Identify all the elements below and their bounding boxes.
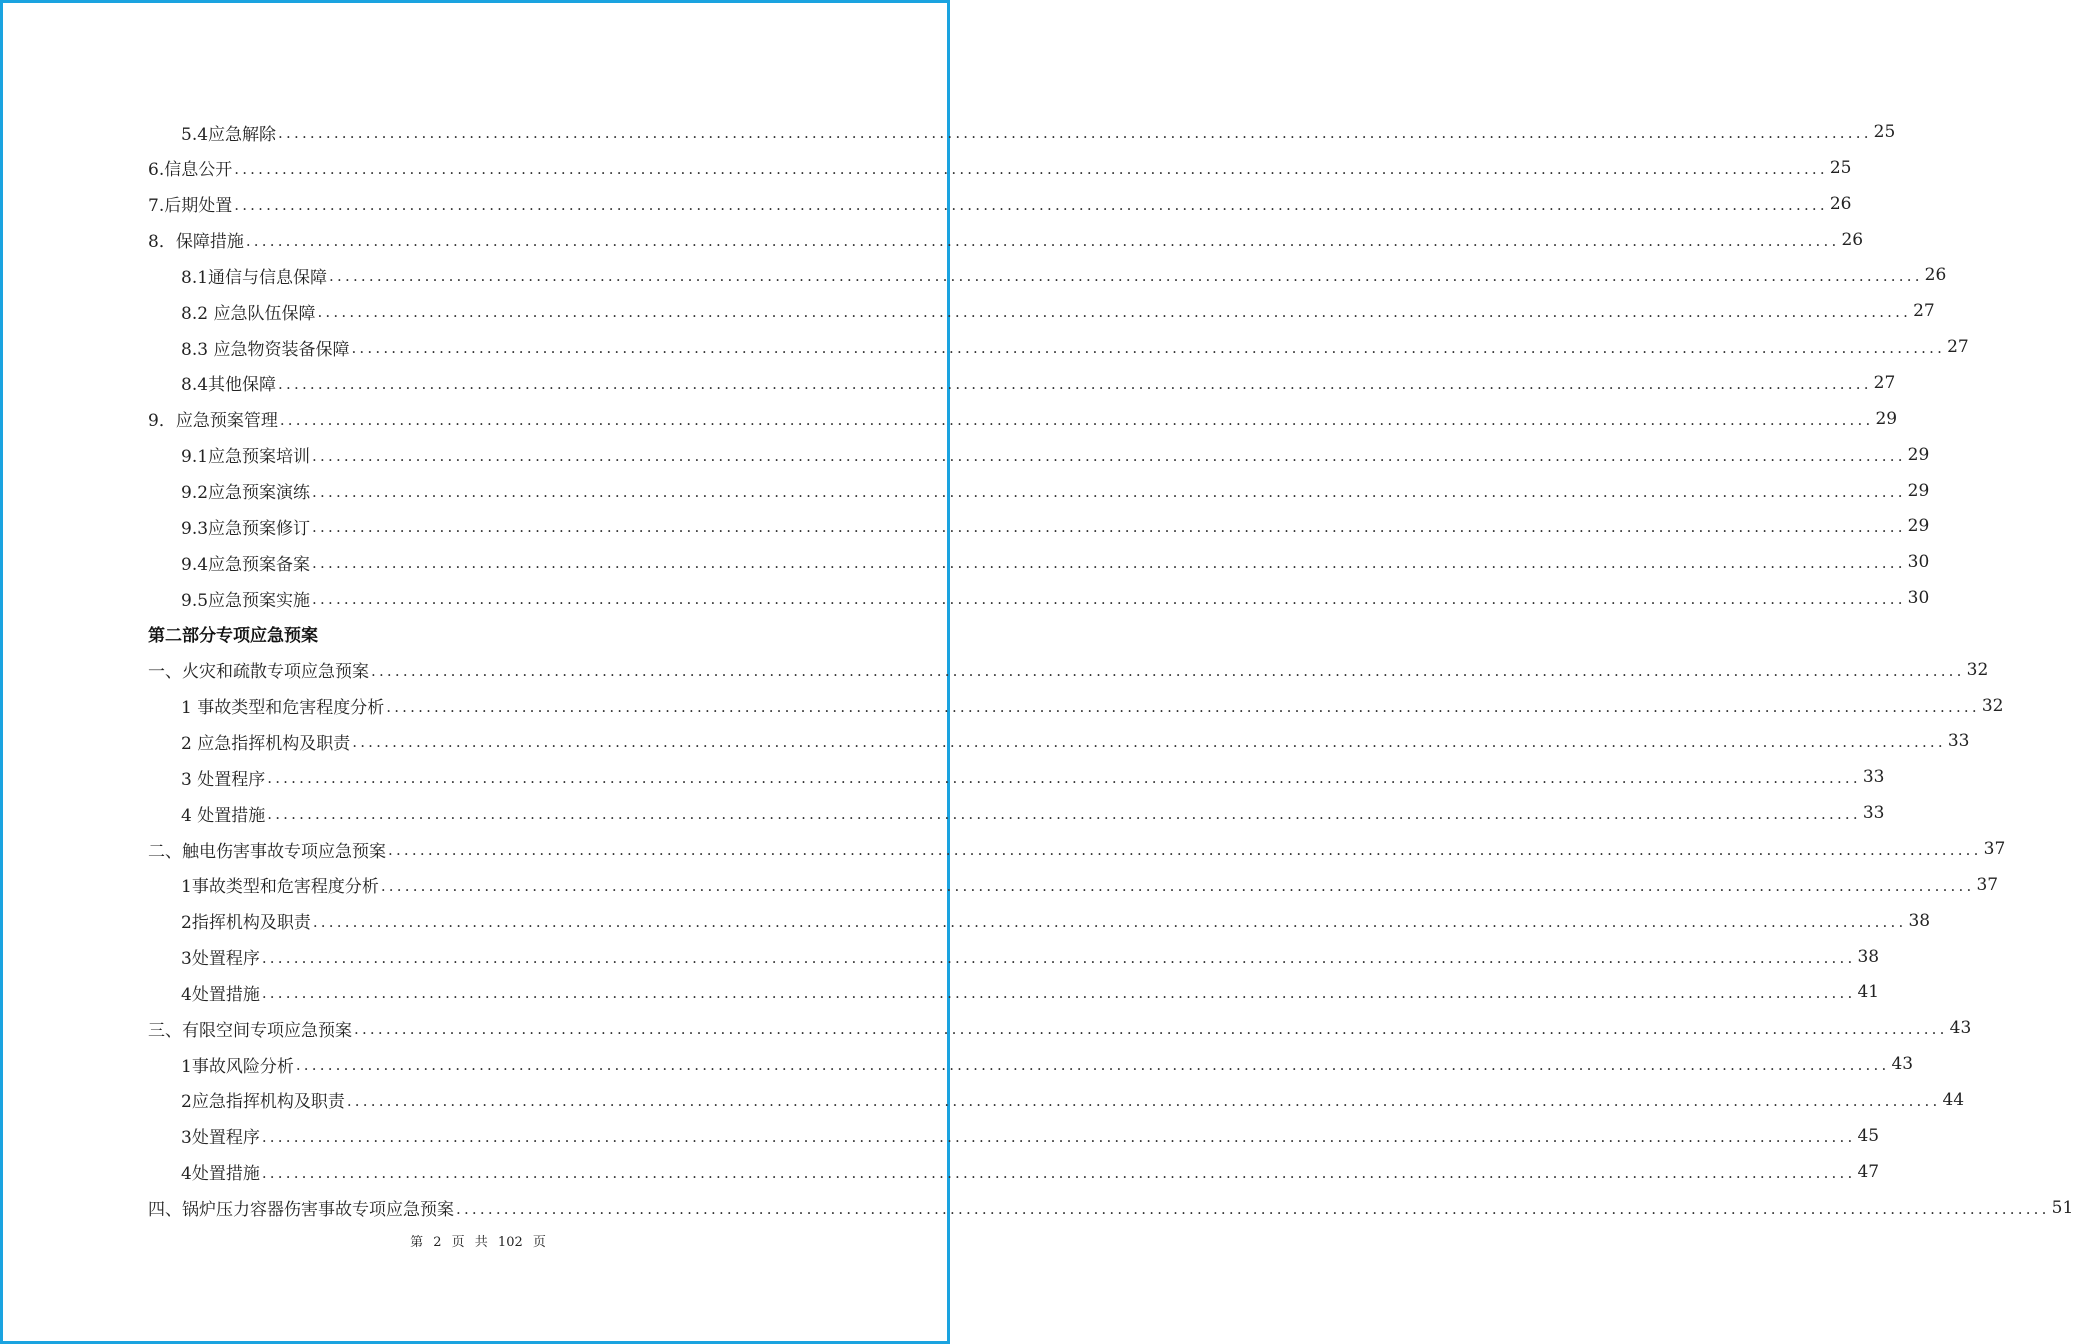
toc-leader-dots: ........................................................................................................................................................................................................ bbox=[380, 876, 1975, 895]
toc-entry[interactable] bbox=[181, 293, 1935, 329]
toc-entry-page-number: 44 bbox=[1942, 1089, 1965, 1110]
toc-entry-title: 1事故类型和危害程度分析 bbox=[181, 877, 379, 898]
toc-entry-page-number: 45 bbox=[1857, 1125, 1880, 1146]
toc-leader-dots: ........................................................................................................................................................................................................ bbox=[312, 518, 1906, 537]
toc-entry-title: 2 应急指挥机构及职责 bbox=[181, 733, 351, 754]
toc-entry-page-number: 27 bbox=[1913, 301, 1935, 322]
toc-leader-dots: ........................................................................................................................................................................................................ bbox=[346, 1091, 1941, 1110]
toc-entry[interactable] bbox=[148, 652, 1989, 688]
toc-entry-title: 6.信息公开 bbox=[148, 160, 233, 181]
toc-entry[interactable] bbox=[148, 186, 1852, 222]
toc-entry-page-number: 26 bbox=[1841, 229, 1864, 250]
toc-entry-title: 4处置措施 bbox=[181, 1164, 260, 1185]
toc-entry[interactable] bbox=[181, 795, 1885, 831]
toc-entry-page-number: 27 bbox=[1873, 372, 1896, 393]
toc-entry[interactable] bbox=[181, 329, 1969, 365]
toc-leader-dots: ........................................................................................................................................................................................................ bbox=[261, 948, 1856, 967]
toc-entry-page-number: 29 bbox=[1875, 408, 1898, 429]
toc-entry-page-number: 26 bbox=[1829, 193, 1852, 214]
toc-leader-dots: ........................................................................................................................................................................................................ bbox=[261, 1163, 1856, 1182]
toc-entry[interactable] bbox=[181, 365, 1896, 401]
toc-entry-page-number: 33 bbox=[1947, 731, 1970, 752]
toc-entry-title: 1 事故类型和危害程度分析 bbox=[181, 698, 385, 719]
toc-entry[interactable] bbox=[181, 867, 1999, 903]
toc-entry-title: 9.2应急预案演练 bbox=[181, 483, 311, 503]
toc-entry-page-number: 29 bbox=[1907, 480, 1930, 501]
toc-leader-dots: ........................................................................................................................................................................................................ bbox=[234, 159, 1828, 178]
toc-leader-dots: ........................................................................................................................................................................................................ bbox=[371, 661, 1965, 680]
toc-leader-dots: ........................................................................................................................................................................................................ bbox=[295, 1056, 1890, 1075]
toc-leader-dots: ........................................................................................................................................................................................................ bbox=[352, 733, 1946, 752]
toc-entry-page-number: 32 bbox=[1966, 659, 1989, 680]
toc-leader-dots: ........................................................................................................................................................................................................ bbox=[329, 267, 1923, 286]
toc-leader-dots: ........................................................................................................................................................................................................ bbox=[312, 554, 1906, 573]
toc-entry-title: 9．应急预案管理 bbox=[148, 411, 278, 432]
toc-entry[interactable] bbox=[181, 1154, 1880, 1190]
toc-entry-page-number: 47 bbox=[1857, 1161, 1880, 1182]
toc-entry-page-number: 32 bbox=[1981, 695, 2004, 716]
toc-entry[interactable] bbox=[148, 831, 2006, 867]
toc-leader-dots: ........................................................................................................................................................................................................ bbox=[278, 124, 1872, 142]
toc-entry-title: 一、火灾和疏散专项应急预案 bbox=[148, 662, 369, 683]
toc-entry-title: 四、锅炉压力容器伤害事故专项应急预案 bbox=[148, 1200, 454, 1220]
toc-entry[interactable] bbox=[148, 1190, 2073, 1226]
toc-entry-page-number: 29 bbox=[1907, 516, 1930, 537]
toc-entry-title: 7.后期处置 bbox=[148, 196, 233, 217]
toc-entry-page-number: 37 bbox=[1976, 874, 1999, 895]
toc-entry-title: 4 处置措施 bbox=[181, 805, 266, 826]
toc-leader-dots: ........................................................................................................................................................................................................ bbox=[386, 697, 1980, 716]
toc-entry-title: 4处置措施 bbox=[181, 984, 260, 1005]
toc-entry-page-number: 38 bbox=[1908, 910, 1931, 931]
toc-entry[interactable] bbox=[181, 1046, 1914, 1082]
toc-entry-title: 3处置程序 bbox=[181, 1128, 260, 1149]
toc-leader-dots: ........................................................................................................................................................................................................ bbox=[312, 446, 1906, 465]
toc-entry-page-number: 33 bbox=[1862, 803, 1885, 824]
toc-entry[interactable] bbox=[148, 401, 1898, 437]
toc-leader-dots: ........................................................................................................................................................................................................ bbox=[351, 339, 1946, 358]
toc-leader-dots: ........................................................................................................................................................................................................ bbox=[312, 590, 1906, 609]
toc-entry-title: 二、触电伤害事故专项应急预案 bbox=[148, 841, 386, 862]
toc-entry[interactable] bbox=[148, 150, 1852, 186]
toc-entry-title: 5.4应急解除 bbox=[181, 124, 277, 145]
toc-entry[interactable] bbox=[148, 1010, 1972, 1046]
toc-entry-page-number: 29 bbox=[1907, 444, 1930, 465]
toc-entry[interactable] bbox=[181, 723, 1970, 759]
toc-leader-dots: ........................................................................................................................................................................................................ bbox=[261, 984, 1856, 1003]
toc-entry[interactable] bbox=[181, 580, 1930, 616]
toc-entry-page-number: 30 bbox=[1907, 552, 1930, 573]
toc-leader-dots: ........................................................................................................................................................................................................ bbox=[234, 195, 1828, 214]
toc-entry[interactable] bbox=[181, 759, 1885, 795]
toc-entry-title: 8.3 应急物资装备保障 bbox=[181, 339, 350, 360]
toc-leader-dots: ........................................................................................................................................................................................................ bbox=[279, 410, 1874, 429]
toc-entry[interactable] bbox=[148, 222, 1864, 258]
toc-entry-page-number: 25 bbox=[1829, 157, 1852, 178]
toc-entry-page-number: 26 bbox=[1924, 265, 1947, 286]
toc-leader-dots: ........................................................................................................................................................................................................ bbox=[245, 231, 1840, 250]
toc-entry-page-number: 25 bbox=[1873, 122, 1896, 142]
toc-entry-title: 8.4其他保障 bbox=[181, 375, 277, 396]
toc-entry-title: 8．保障措施 bbox=[148, 232, 244, 253]
page-footer: 第 2 页 共 102 页 bbox=[410, 1235, 546, 1250]
toc-entry-title: 三、有限空间专项应急预案 bbox=[148, 1020, 352, 1041]
toc-entry[interactable] bbox=[181, 903, 1931, 939]
toc-leader-dots: ........................................................................................................................................................................................................ bbox=[278, 374, 1872, 393]
toc-leader-dots: ........................................................................................................................................................................................................ bbox=[312, 482, 1906, 501]
toc-entry-title: 2应急指挥机构及职责 bbox=[181, 1092, 345, 1113]
toc-entry-page-number: 30 bbox=[1907, 588, 1930, 609]
toc-entry[interactable] bbox=[181, 1118, 1880, 1154]
toc-entry-title: 9.1应急预案培训 bbox=[181, 447, 311, 468]
toc-entry-title: 9.4应急预案备案 bbox=[181, 554, 311, 575]
toc-leader-dots: ........................................................................................................................................................................................................ bbox=[388, 841, 1982, 859]
toc-entry-title: 8.2 应急队伍保障 bbox=[181, 303, 316, 324]
toc-entry-title: 3 处置程序 bbox=[181, 769, 266, 790]
toc-entry[interactable] bbox=[181, 939, 1880, 975]
toc-entry[interactable] bbox=[181, 1082, 1965, 1118]
toc-entry[interactable] bbox=[181, 114, 1896, 150]
toc-entry-title: 1事故风险分析 bbox=[181, 1056, 294, 1077]
toc-leader-dots: ........................................................................................................................................................................................................ bbox=[267, 769, 1861, 788]
toc-entry-page-number: 33 bbox=[1862, 767, 1885, 788]
toc-entry[interactable] bbox=[181, 473, 1930, 509]
toc-leader-dots: ........................................................................................................................................................................................................ bbox=[456, 1199, 2050, 1218]
toc-entry-page-number: 41 bbox=[1857, 982, 1880, 1003]
toc-entry-title: 9.3应急预案修订 bbox=[181, 518, 311, 539]
toc-leader-dots: ........................................................................................................................................................................................................ bbox=[261, 1127, 1856, 1146]
toc-entry-title: 8.1通信与信息保障 bbox=[181, 267, 328, 288]
toc-entry[interactable] bbox=[181, 508, 1930, 544]
toc-entry[interactable] bbox=[181, 544, 1930, 580]
toc-leader-dots: ........................................................................................................................................................................................................ bbox=[312, 912, 1907, 931]
toc-entry[interactable] bbox=[181, 437, 1930, 473]
toc-entry-page-number: 27 bbox=[1947, 337, 1969, 358]
toc-entry[interactable] bbox=[181, 257, 1947, 293]
toc-leader-dots: ........................................................................................................................................................................................................ bbox=[354, 1020, 1948, 1039]
toc-entry[interactable] bbox=[181, 688, 2004, 724]
toc-entry-page-number: 38 bbox=[1857, 946, 1880, 967]
toc-entry-title: 9.5应急预案实施 bbox=[181, 590, 311, 611]
toc-entry-title: 3处置程序 bbox=[181, 949, 260, 970]
toc-entry-page-number: 43 bbox=[1949, 1018, 1972, 1039]
toc-entry-page-number: 43 bbox=[1891, 1054, 1914, 1075]
toc-leader-dots: ........................................................................................................................................................................................................ bbox=[317, 303, 1912, 322]
toc-entry-title: 2指挥机构及职责 bbox=[181, 913, 311, 934]
toc-leader-dots: ........................................................................................................................................................................................................ bbox=[267, 805, 1861, 824]
toc-entry[interactable] bbox=[181, 974, 1880, 1010]
toc-entry-page-number: 51 bbox=[2051, 1197, 2073, 1218]
section-heading: 第二部分专项应急预案 bbox=[148, 626, 318, 647]
toc-entry-page-number: 37 bbox=[1983, 839, 2006, 859]
